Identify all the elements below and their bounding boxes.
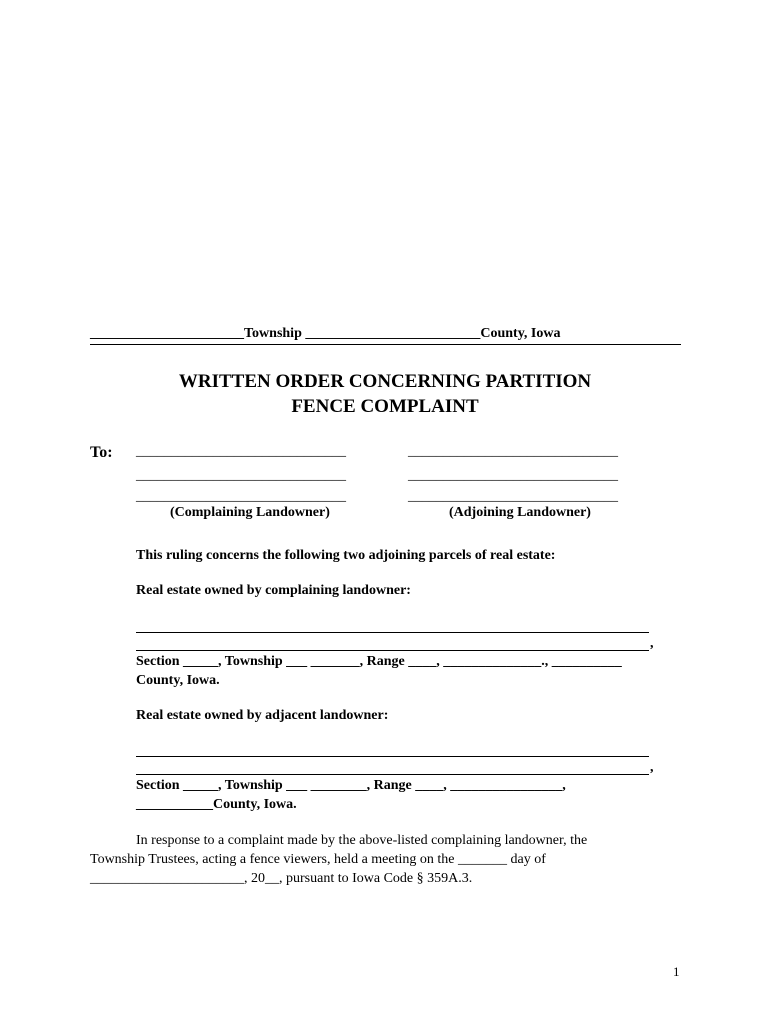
complaining-landowner-label: (Complaining Landowner) (170, 505, 330, 520)
page-number: 1 (673, 964, 680, 979)
adjoining-address-line: ______________________________ (408, 468, 618, 483)
adjoining-landowner-label: (Adjoining Landowner) (449, 505, 591, 520)
complaining-city-line: ______________________________ (136, 489, 346, 504)
header-rule (90, 344, 681, 345)
complaining-description-line-2 (136, 650, 649, 651)
paragraph-line-1: In response to a complaint made by the above-listed complaining landowner, the (136, 833, 588, 848)
adjacent-line-comma: , (650, 760, 654, 775)
adjacent-description-line-1 (136, 756, 649, 757)
header-township-county: ______________________Township _________________________County, Iowa (90, 326, 561, 341)
complaining-county-line: County, Iowa. (136, 673, 220, 688)
paragraph-line-3: ______________________, 20__, pursuant to Iowa Code § 359A.3. (90, 871, 473, 886)
complaining-description-line-1 (136, 632, 649, 633)
adjacent-section-line: Section _____, Township ___ ________, Range ____, ________________, (136, 778, 566, 793)
complaining-address-line: ______________________________ (136, 468, 346, 483)
ruling-intro: This ruling concerns the following two adjoining parcels of real estate: (136, 548, 556, 563)
complaining-section-line: Section _____, Township ___ _______, Range ____, ______________., __________ (136, 654, 622, 669)
title-line-2: FENCE COMPLAINT (291, 396, 479, 417)
title-line-1: WRITTEN ORDER CONCERNING PARTITION (178, 371, 592, 392)
adjoining-name-line: ______________________________ (408, 444, 618, 459)
to-label: To: (90, 444, 113, 461)
adjacent-description-line-2 (136, 774, 649, 775)
adjacent-county-line: ___________County, Iowa. (136, 797, 297, 812)
adjacent-parcel-heading: Real estate owned by adjacent landowner: (136, 708, 389, 723)
adjoining-city-line: ______________________________ (408, 489, 618, 504)
complaining-name-line: ______________________________ (136, 444, 346, 459)
complaining-line-comma: , (650, 636, 654, 651)
complaining-parcel-heading: Real estate owned by complaining landowner: (136, 583, 411, 598)
paragraph-line-2: Township Trustees, acting a fence viewers, held a meeting on the _______ day of (90, 852, 546, 867)
